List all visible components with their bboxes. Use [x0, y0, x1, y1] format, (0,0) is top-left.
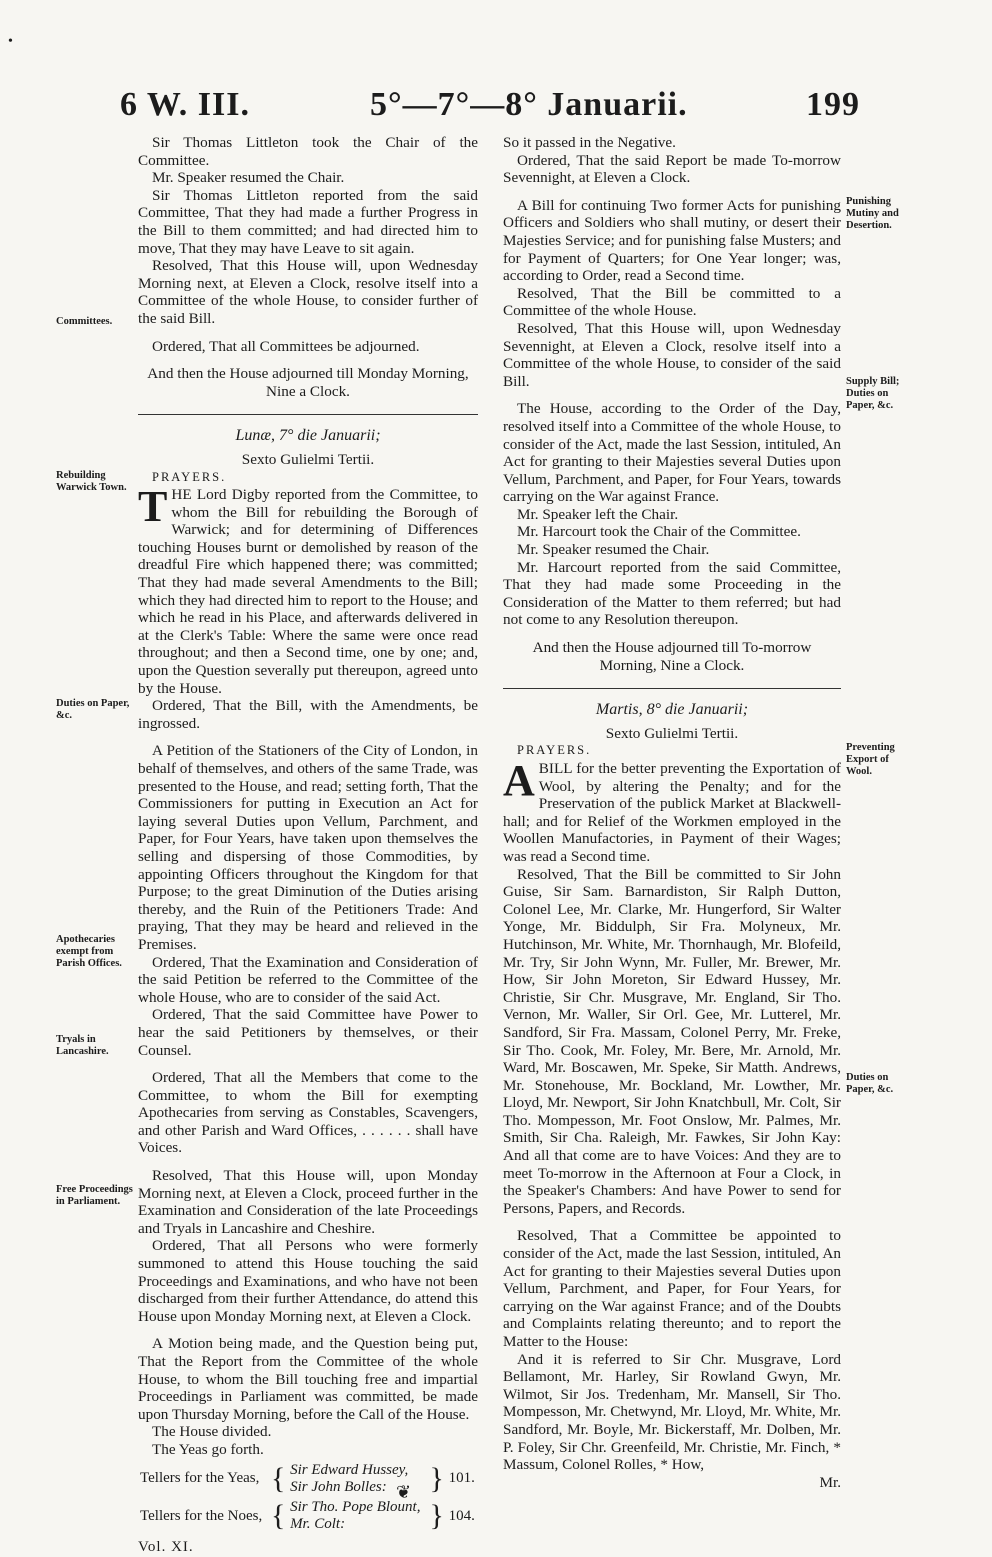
paragraph: [503, 756, 841, 866]
margin-note-rebuilding: Rebuilding Warwick Town.: [56, 470, 127, 493]
left-column: [138, 134, 478, 1557]
section-divider: [138, 414, 478, 415]
paragraph: Mr. Harcourt reported from the said Committee, That they had made some Proceeding in the Consideration of the Matter to them referred; but had not come to any Resolution thereupon.: [503, 558, 841, 629]
paragraph: Ordered, That the said Report be made To-morrow Sevennight, at Eleven a Clock.: [503, 151, 841, 187]
margin-note-wool: Preventing Export of Wool.: [846, 742, 895, 777]
tellers-table: [138, 1461, 478, 1535]
adjournment: And then the House adjourned till Monday Morning, Nine a Clock.: [147, 365, 469, 400]
margin-note-duties: Duties on Paper, &c.: [56, 698, 130, 721]
paragraph: Mr. Harcourt took the Chair of the Committee.: [517, 523, 801, 541]
paragraph: Resolved, That the Bill be committed to a Committee of the whole House.: [503, 284, 841, 320]
tellers-noes-label: Tellers for the Noes,: [140, 1507, 263, 1524]
day-title: Lunæ, 7° die Januarii;: [235, 427, 381, 445]
tellers-noes-count: 104.: [448, 1507, 475, 1524]
printer-ornament: ❦: [396, 1482, 412, 1502]
paragraph: Resolved, That a Committee be appointed to consider of the Act, made the last Session, intituled, An Act for granting to their Majesties several Duties upon Vellum, Parchment, and Paper, for Four Years, for carrying on the War against France; and of the Doubts and Complaints relating thereunto; and to report the Matter to the House:: [503, 1227, 841, 1350]
paragraph-text: BILL for the better preventing the Exportation of Wool, by altering the Penalty; and for the Preservation of the publick Market at Blackwell-hall; and for Relief of the Workmen employed in the Woollen Manufactories, in Payment of their Wages; was read a Second time.: [503, 760, 841, 865]
paragraph: A Motion being made, and the Question being put, That the Report from the Committee of the whole House, to whom the Bill touching free and impartial Proceedings in Parliament was committed, be made upon Thursday Morning, before the Call of the House.: [138, 1335, 478, 1423]
tellers-yeas-count: 101.: [448, 1470, 475, 1487]
paragraph: [138, 482, 478, 697]
paragraph: Sir Thomas Littleton took the Chair of the Committee.: [138, 134, 478, 169]
paragraph: A Petition of the Stationers of the City of London, in behalf of themselves, and others of the same Trade, was presented to the House, and read; setting forth, That the Commissioners for putting in Execution an Act for laying several Duties upon Vellum, Parchment, and Paper, for Four Years, have taken upon themselves the selling and dispersing of those Commodities, by appointing Officers throughout the Kingdom for that Purpose; to the great Diminution of the Duties arising thereby, and the Ruin of the Petitioners Trade: And praying, That they may be heard and relieved in the Premises.: [138, 742, 478, 953]
tellers-yeas-label: Tellers for the Yeas,: [140, 1470, 260, 1487]
tellers-noes-names: [288, 1498, 427, 1535]
tellers-noes-row: [138, 1498, 478, 1535]
date-header: 5°—7°—8° Januarii.: [370, 86, 688, 123]
paragraph: Ordered, That the said Committee have Power to hear the said Petitioners by themselves, or their Counsel.: [138, 1006, 478, 1059]
paragraph: Ordered, That all the Members that come to the Committee, to whom the Bill for exempting Apothecaries from serving as Constables, Scavengers, and other Parish and Ward Offices, . . . . . . shall have Voices.: [138, 1069, 478, 1157]
reign-header: 6 W. III.: [120, 86, 250, 123]
teller-name: Sir Edward Hussey,: [290, 1461, 409, 1478]
paragraph: Resolved, That the Bill be committed to Sir John Guise, Sir Sam. Barnardiston, Sir Ralph Dutton, Colonel Lee, Mr. Clarke, Mr. Hungerford, Sir Walter Yonge, Mr. Biddulph, Sir Fra. Molyneux, Mr. Hutchinson, Mr. White, Mr. Thornhaugh, Mr. Blofeild, Mr. Try, Sir John Wynn, Mr. Fuller, Mr. Brewer, Mr. How, Sir John Moreton, Sir Edward Hussey, Mr. Christie, Sir Chr. Musgrave, Mr. England, Sir Tho. Vernon, Mr. Waller, Sir Orl. Gee, Mr. Lutterel, Mr. Sandford, Sir Fra. Massam, Colonel Perry, Mr. Freke, Sir Tho. Cook, Mr. Foley, Mr. Bere, Mr. Arnold, Mr. Ward, Mr. Boscawen, Mr. Speke, Sir Matth. Andrews, Mr. Stonehouse, Mr. Bockland, Mr. Lowther, Mr. Lloyd, Mr. Newport, Sir John Knatchbull, Mr. Colt, Sir Tho. Mompesson, Mr. Foot Onslow, Mr. Palmes, Mr. Smith, Sir Cha. Raleigh, Mr. Fawkes, Sir John Kay: And all that come are to have Voices: And they are to meet To-morrow in the Afternoon at Four a Clock, in the Speaker's Chambers: And have Power to send for Persons, Papers, and Records.: [503, 865, 841, 1217]
margin-note-duties-2: Duties on Paper, &c.: [846, 1072, 894, 1095]
paragraph: Resolved, That this House will, upon Wednesday Morning next, at Eleven a Clock, resolve itself into a Committee of the whole House, to consider further of the said Bill.: [138, 257, 478, 327]
right-brace: }: [429, 1462, 444, 1496]
section-divider: [503, 688, 841, 689]
prayers-heading: PRAYERS.: [517, 743, 592, 758]
margin-note-mutiny: Punishing Mutiny and Desertion.: [846, 196, 899, 231]
paragraph: Ordered, That all Persons who were formerly summoned to attend this House touching the said Proceedings and Examinations, and who have not been discharged from their further Attendance, do attend this House upon Monday Morning next, at Eleven a Clock.: [138, 1237, 478, 1325]
teller-name: Mr. Colt:: [290, 1516, 346, 1533]
paragraph: Ordered, That the Examination and Consideration of the said Petition be referred to the Committee of the whole House, who are to consider of the said Act.: [138, 953, 478, 1006]
margin-note-committees: Committees.: [56, 316, 113, 327]
left-brace: {: [270, 1462, 286, 1496]
paragraph: And it is referred to Sir Chr. Musgrave, Lord Bellamont, Mr. Harley, Sir Rowland Gwyn, Mr. Wilmot, Sir Jos. Tredenham, Mr. Mansell, Sir Tho. Mompesson, Mr. Chetwynd, Mr. Lloyd, Mr. White, Mr. Sandford, Mr. Boyle, Mr. Bickerstaff, Mr. Dolben, Mr. P. Foley, Sir Chr. Greenfeild, Mr. Christie, Mr. Finch, * Massum, Colonel Rolles, * How,: [503, 1350, 841, 1474]
day-title: Martis, 8° die Januarii;: [595, 701, 749, 719]
right-brace: }: [429, 1499, 444, 1533]
drop-cap: T: [138, 482, 168, 532]
paragraph: The House, according to the Order of the Day, resolved itself into a Committee of the whole House, to consider of the Act, made the last Session, intituled, An Act for granting to their Majesties several Duties upon Vellum, Parchment, and Paper, for Four Years, towards carrying on the War against France.: [503, 400, 841, 506]
page-number: 199: [806, 86, 860, 123]
paragraph-text: HE Lord Digby reported from the Committee, to whom the Bill for rebuilding the Borough of Warwick; and for determining of Differences touching Houses burnt or demolished by reason of the dreadful Fire which happened there; was committed; That they had made several Amendments to the Bill; which they had directed him to report to the House; and which he read in his Place, and afterwards delivered in at the Clerk's Table: Where the same were once read throughout; and then a Second time, one by one; and, upon the Question severally put thereupon, agreed unto by the House.: [138, 486, 478, 697]
tellers-yeas-row: [138, 1461, 478, 1498]
drop-cap: A: [503, 756, 535, 805]
paragraph: Ordered, That all Committees be adjourned.: [152, 337, 420, 355]
teller-name: Sir John Bolles:: [290, 1479, 387, 1496]
prayers-heading: PRAYERS.: [152, 469, 227, 484]
paragraph: The Yeas go forth.: [152, 1440, 264, 1458]
teller-name: Sir Tho. Pope Blount,: [290, 1498, 421, 1515]
reign-line: Sexto Gulielmi Tertii.: [605, 724, 739, 742]
margin-note-supply: Supply Bill; Duties on Paper, &c.: [846, 376, 900, 411]
reign-line: Sexto Gulielmi Tertii.: [241, 450, 375, 468]
volume-mark: Vol. XI.: [138, 1538, 194, 1555]
right-column: [503, 134, 841, 1491]
corner-mark: •: [8, 34, 13, 49]
margin-note-free-proceedings: Free Proceedings in Parliament.: [56, 1184, 133, 1207]
catchword: Mr.: [819, 1473, 841, 1491]
paragraph: Ordered, That the Bill, with the Amendments, be ingrossed.: [138, 697, 478, 732]
paragraph: So it passed in the Negative.: [503, 134, 676, 151]
paragraph: Mr. Speaker resumed the Chair.: [517, 541, 710, 559]
left-brace: {: [270, 1499, 286, 1533]
paragraph: A Bill for continuing Two former Acts for punishing Officers and Soldiers who shall mutiny, or desert their Majesties Service; and for punishing false Musters; and for Payment of Quarters; for One Year longer; was, according to Order, read a Second time.: [503, 196, 841, 285]
paragraph: Resolved, That this House will, upon Monday Morning next, at Eleven a Clock, proceed further in the Examination and Consideration of the late Proceedings and Tryals in Lancashire and Cheshire.: [138, 1167, 478, 1237]
paragraph: Mr. Speaker resumed the Chair.: [152, 169, 345, 187]
adjournment: And then the House adjourned till To-morrow Morning, Nine a Clock.: [532, 639, 812, 674]
paragraph: Resolved, That this House will, upon Wednesday Sevennight, at Eleven a Clock, resolve itself into a Committee of the whole House, to consider of the said Bill.: [503, 319, 841, 390]
paragraph: The House divided.: [152, 1423, 272, 1441]
margin-note-tryals: Tryals in Lancashire.: [56, 1034, 109, 1057]
margin-note-apothecaries: Apothecaries exempt from Parish Offices.: [56, 934, 122, 969]
paragraph: Mr. Speaker left the Chair.: [517, 505, 679, 523]
paragraph: Sir Thomas Littleton reported from the said Committee, That they had made a further Progress in the Bill to them committed; and had directed him to move, That they may have Leave to sit again.: [138, 186, 478, 257]
